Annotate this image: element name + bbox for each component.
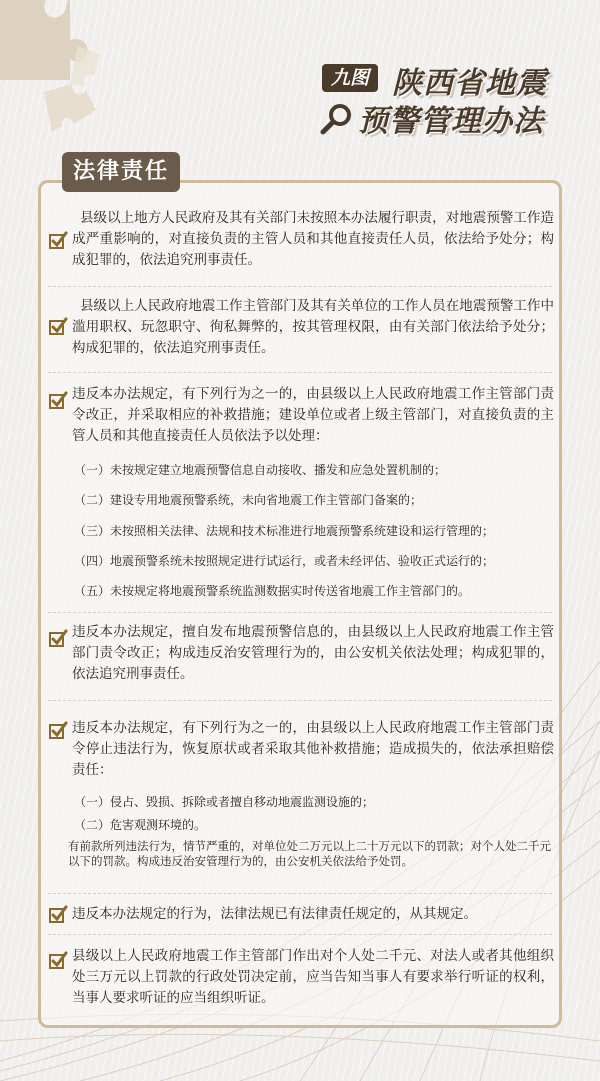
divider: [48, 286, 552, 287]
divider: [48, 612, 552, 613]
divider: [48, 372, 552, 373]
puzzle-piece-icon: [0, 0, 110, 140]
checkmark-icon: [48, 904, 68, 924]
checkmark-icon: [48, 316, 68, 336]
divider: [48, 893, 552, 894]
divider: [48, 700, 552, 701]
sub-item: （二）建设专用地震预警系统，未向省地震工作主管部门备案的；: [74, 493, 423, 507]
checkmark-icon: [48, 230, 68, 250]
list-item: [48, 904, 554, 925]
item-text: 违反本办法规定，有下列行为之一的，由县级以上人民政府地震工作主管部门责令改正，并采取相应的补救措施；建设单位或者上级主管部门，对直接负责的主管人员和其他直接责任人员依法予以处理：: [72, 386, 554, 444]
item-text: 违反本办法规定，擅自发布地震预警信息的，由县级以上人民政府地震工作主管部门责令改正；构成违反治安管理行为的，由公安机关依法处理；构成犯罪的，依法追究刑事责任。: [72, 624, 554, 682]
penalty-note: 有前款所列违法行为，情节严重的，对单位处二万元以上二十万元以下的罚款；对个人处二千元以下的罚款。构成违反治安管理行为的，由公安机关依法给予处罚。: [68, 839, 551, 868]
item-text: 违反本办法规定的行为，法律法规已有法律责任规定的，从其规定。: [72, 906, 477, 922]
page-header: [318, 58, 588, 138]
page-title-line1: 陕西省地震: [392, 66, 547, 101]
item-text: 县级以上人民政府地震工作主管部门作出对个人处二千元、对法人或者其他组织处三万元以上罚款的行政处罚决定前，应当告知当事人有要求举行听证的权利，当事人要求听证的应当组织听证。: [72, 948, 554, 1006]
brand-badge: 九图: [322, 64, 378, 92]
section-title: 法律责任: [62, 152, 180, 192]
checkmark-icon: [48, 390, 68, 410]
list-item: [48, 718, 554, 781]
sub-item: （三）未按照相关法律、法规和技术标准进行地震预警系统建设和运行管理的；: [74, 524, 495, 538]
item-text: 违反本办法规定，有下列行为之一的，由县级以上人民政府地震工作主管部门责令停止违法行为，恢复原状或者采取其他补救措施；造成损失的，依法承担赔偿责任：: [72, 720, 554, 778]
list-item: [48, 208, 554, 271]
page-title-line2: 预警管理办法: [358, 104, 544, 139]
list-item: [48, 384, 554, 447]
list-item: [48, 946, 554, 1009]
sub-item: （一）侵占、毁损、拆除或者擅自移动地震监测设施的；: [74, 795, 375, 809]
divider: [48, 934, 552, 935]
checkmark-icon: [48, 950, 68, 970]
checkmark-icon: [48, 628, 68, 648]
sub-item: （二）危害观测环境的。: [74, 818, 207, 832]
list-item: [48, 296, 554, 359]
list-item: [48, 622, 554, 685]
item-text: 县级以上地方人民政府及其有关部门未按照本办法履行职责，对地震预警工作造成严重影响的，对直接负责的主管人员和其他直接责任人员，依法给予处分；构成犯罪的，依法追究刑事责任。: [72, 210, 554, 268]
item-text: 县级以上人民政府地震工作主管部门及其有关单位的工作人员在地震预警工作中滥用职权、玩忽职守、徇私舞弊的，按其管理权限，由有关部门依法给予处分；构成犯罪的，依法追究刑事责任。: [72, 298, 554, 356]
sub-item: （四）地震预警系统未按照规定进行试运行，或者未经评估、验收正式运行的；: [74, 554, 495, 568]
magnifier-icon: [320, 102, 354, 136]
checkmark-icon: [48, 720, 68, 740]
sub-item: （五）未按规定将地震预警系统监测数据实时传送省地震工作主管部门的。: [74, 584, 471, 598]
sub-item: （一）未按规定建立地震预警信息自动接收、播发和应急处置机制的；: [74, 463, 447, 477]
